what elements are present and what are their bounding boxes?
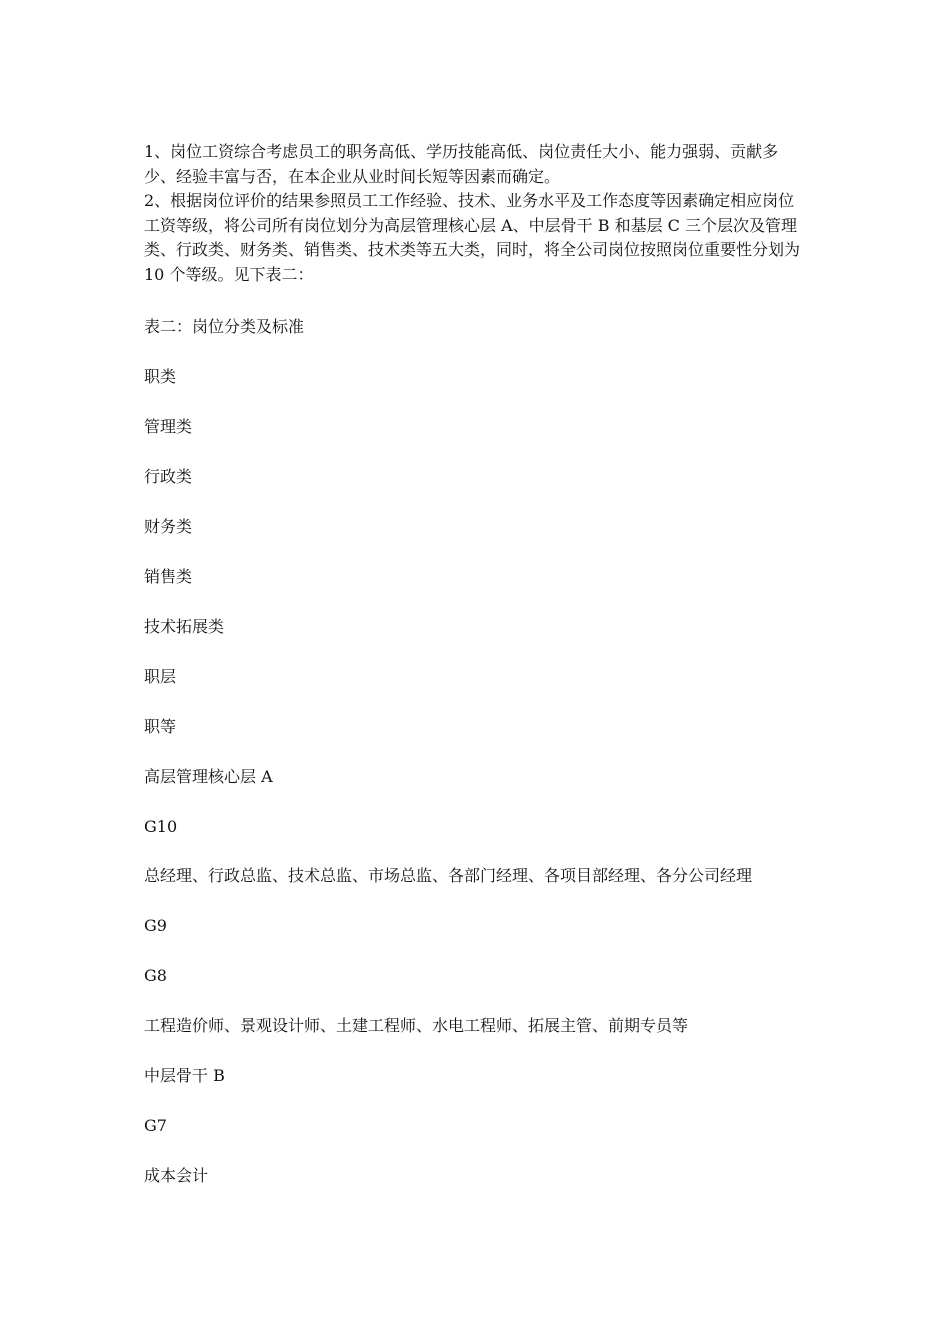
line-cost-accountant: 成本会计 — [144, 1166, 209, 1185]
line-tech-expansion: 技术拓展类 — [144, 617, 225, 636]
line-middle-backbone: 中层骨干 B — [144, 1066, 225, 1085]
line-management: 管理类 — [144, 417, 193, 436]
line-administration: 行政类 — [144, 467, 193, 486]
paragraph-1: 1、岗位工资综合考虑员工的职务高低、学历技能高低、岗位责任大小、能力强弱、贡献多少、经验丰富与否，在本企业从业时间长短等因素而确定。 — [144, 142, 779, 186]
line-g8-positions: 工程造价师、景观设计师、土建工程师、水电工程师、拓展主管、前期专员等 — [144, 1016, 689, 1035]
line-grade-g7: G7 — [144, 1116, 167, 1135]
line-sales: 销售类 — [144, 567, 193, 586]
line-grade-g8: G8 — [144, 966, 167, 985]
line-job-category-header: 职类 — [144, 367, 177, 386]
line-finance: 财务类 — [144, 517, 193, 536]
line-g10-positions: 总经理、行政总监、技术总监、市场总监、各部门经理、各项目部经理、各分公司经理 — [144, 866, 753, 885]
paragraph-2: 2、根据岗位评价的结果参照员工工作经验、技术、业务水平及工作态度等因素确定相应岗位工资等级，将公司所有岗位划分为高层管理核心层 A、中层骨干 B 和基层 C 三个层次及管理类、行政类、财务类、销售类、技术类等五大类，同时，将全公司岗位按照岗位重要性分划为 10 个等级。见下表二： — [144, 191, 801, 284]
table-title: 表二：岗位分类及标准 — [144, 317, 305, 336]
line-grade-g10: G10 — [144, 817, 178, 836]
intro-paragraphs — [144, 140, 810, 287]
line-senior-core-layer: 高层管理核心层 A — [144, 767, 273, 786]
line-job-level-header: 职层 — [144, 667, 177, 686]
line-job-grade-header: 职等 — [144, 717, 177, 736]
line-grade-g9: G9 — [144, 916, 167, 935]
